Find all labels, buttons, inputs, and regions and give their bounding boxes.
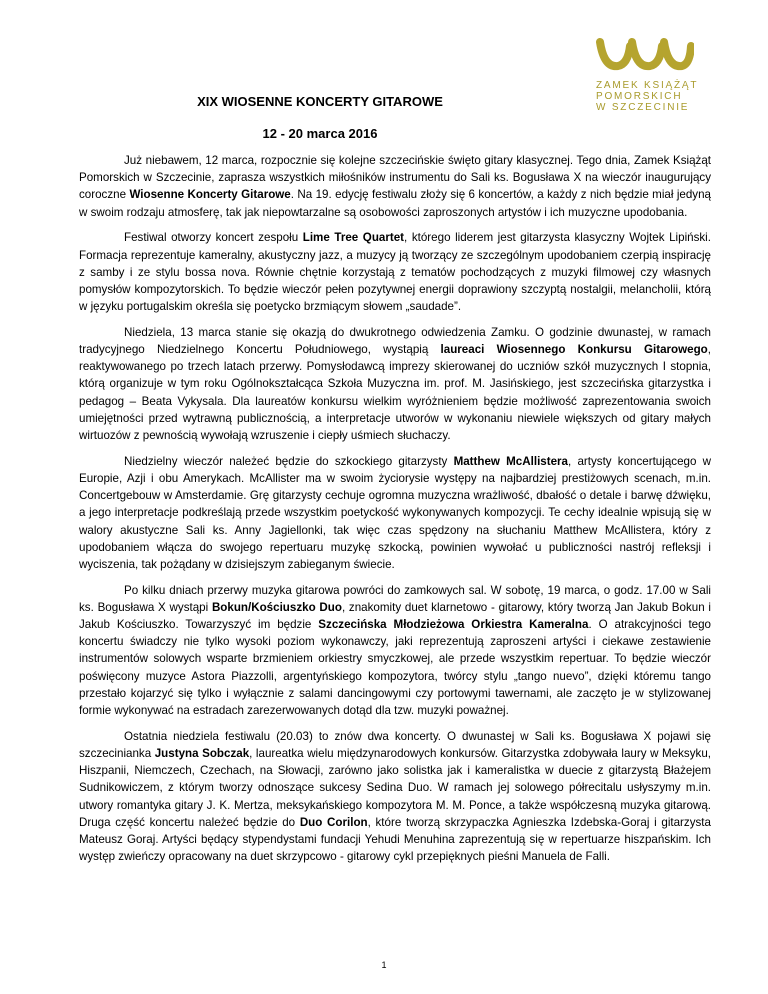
paragraph — [79, 728, 711, 866]
wave-logo-icon — [596, 36, 694, 74]
paragraph — [79, 582, 711, 720]
text-run: . Na 19. edycję festiwalu złoży się 6 koncertów, a każdy z nich będzie miał jedyną w swoim rodzaju atmosferę, tak jak niepowtarzalne są osobowości zaproszonych artystów i ich muzyczne upodobania. — [79, 188, 711, 219]
castle-logo — [596, 36, 699, 113]
paragraph — [79, 453, 711, 573]
bold-text: laureaci Wiosennego Konkursu Gitarowego — [440, 343, 708, 357]
logo-text — [596, 80, 699, 113]
text-run: Już niebawem, 12 marca, rozpocznie się kolejne szczecińskie święto gitary klasycznej. Tego dnia, Zamek Książąt Pomorskich w Szczecinie, zaprasza wszystkich miłośników instrumentu do Sali ks. Bogusława X na wieczór inaugurujący coroczne — [79, 154, 711, 202]
text-run: . O atrakcyjności tego koncertu świadczy nie tylko wysoki poziom wykonawczy, jaki reprezentują zaproszeni artyści i ciekawe zestawienie instrumentów solowych wsparte brzmieniem orkiestry smyczkowej, ale przede wszystkim repertuar. To będzie wieczór poświęcony muzyce Astora Piazzolli, argentyńskiego kompozytora, twórcy stylu „tango nuevo”, dzięki któremu tango przestało kojarzyć się tylko i wyłącznie z salami dancingowymi czy portowymi tawernami, ale zaczęto je w stylizowanej formie wykonywać na estradach zarezerwowanych dotąd dla tzw. muzyki poważnej. — [79, 618, 712, 718]
text-run: Niedziela, 13 marca stanie się okazją do dwukrotnego odwiedzenia Zamku. O godzinie dwunastej, w ramach tradycyjnego Niedzielnego Koncertu Południowego, wystąpią — [79, 325, 711, 357]
bold-text: Wiosenne Koncerty Gitarowe — [129, 188, 291, 202]
text-run: , laureatka wielu międzynarodowych konkursów. Gitarzystka zdobywała laury w Meksyku, Hiszpanii, Niemczech, Czechach, na Słowacji, zarówno jako solistka jak i kameralistka w duecie z gitarzystą Błażejem Sudnikowiczem, z którym tworzy odnoszące sukcesy Sedina Duo. W ramach jej solowego półrecitalu usłyszymy m.in. utwory romantyka gitary J. K. Mertza, meksykańskiego kompozytora M. M. Ponce, a także współczesną muzyka gitarową. Druga część koncertu należeć będzie do — [79, 747, 711, 829]
bold-text: Bokun/Kościuszko Duo — [211, 600, 342, 614]
page-number: 1 — [381, 960, 387, 970]
bold-text: Justyna Sobczak — [154, 747, 250, 760]
festival-dates: 12 - 20 marca 2016 — [262, 126, 378, 141]
bold-text: Matthew McAllistera — [453, 454, 569, 468]
logo-line-3: W SZCZECINIE — [596, 102, 690, 113]
paragraph — [79, 324, 711, 444]
text-run: Festiwal otworzy koncert zespołu — [124, 231, 303, 245]
text-run: Ostatnia niedziela festiwalu (20.03) to znów dwa koncerty. O dwunastej w Sali ks. Bogusława X pojawi się szczecinianka — [79, 729, 711, 760]
text-run: , znakomity duet klarnetowo - gitarowy, który tworzą Jan Jakub Bokun i Jakub Kościuszko. Towarzyszyć im będzie — [79, 600, 712, 632]
text-run: , które tworzą skrzypaczka Agnieszka Izdebska-Goraj i gitarzysta Mateusz Goraj. Artyści będący stypendystami fundacji Yehudi Menuhina zaprezentują się w repertuarze hiszpańskim. Ich występ zwieńczy opracowany na duet skrzypcowo - gitarowy cykl przepięknych pieśni Manuela de Falli. — [79, 815, 711, 864]
text-run: , artysty koncertującego w Europie, Azji i obu Amerykach. McAllister ma w swoim życiorysie występy na najbardziej prestiżowych scenach, m.in. Concertgebouw w Amsterdamie. Grę gitarzysty cechuje ogromna muzyczna wrażliwość, dbałość o detale i barwę dźwięku, a jego interpretacje podkreślają przede wszystkim poetyckość wykonywanych kompozycji. Te cechy idealnie wpisują się w walory akustyczne Sali ks. Anny Jagiellonki, tak więc czas spędzony na słuchaniu Matthew McAllistera, który z upodobaniem włącza do swojego repertuaru muzykę szkocką, powinien wywołać u publiczności nastrój refleksji i wyciszenia, tak pożądany w dzisiejszym zabieganym świecie. — [79, 454, 711, 571]
paragraph — [79, 152, 711, 221]
logo-line-2: POMORSKICH — [596, 91, 683, 102]
paragraph — [79, 229, 711, 315]
bold-text: Szczecińska Młodzieżowa Orkiestra Kameralna — [318, 618, 589, 632]
bold-text: Lime Tree Quartet — [302, 231, 405, 245]
bold-text: Duo Corilon — [299, 815, 368, 829]
text-run: Niedzielny wieczór należeć będzie do szkockiego gitarzysty — [124, 454, 454, 468]
text-run: , którego liderem jest gitarzysta klasyczny Wojtek Lipiński. Formacja reprezentuje kameralny, akustyczny jazz, a muzycy ją tworzący ze szczególnym upodobaniem czerpią inspirację z samby i ze stylu bossa nova. Równie chętnie korzystają z tematów pochodzących z muzyki filmowej czy własnych pomysłów kompozytorskich. To będzie wieczór pełen pozytywnej energii doprawiony szczyptą nostalgii, melancholii, którą w języku portugalskim określa się poetycko brzmiącym słowem „saudade”. — [79, 231, 711, 314]
text-run: , reaktywowanego po trzech latach przerwy. Pomysłodawcą imprezy skierowanej do uczniów szkół muzycznych I stopnia, którą organizuje w tym roku Ogólnokształcąca Szkoła Muzyczna im. prof. M. Jasińskiego, jest szczecińska gitarzystka i pedagog – Beata Vykysala. Dla laureatów konkursu wielkim wyróżnieniem będzie możliwość zaprezentowania swoich umiejętności przed wytrawną publicznością, a interpretacje utworów w wykonaniu niewiele większych od gitary małych wirtuozów z pewnością wywołają wzruszenie i ciepły uśmiech słuchaczy. — [79, 343, 711, 443]
text-run: Po kilku dniach przerwy muzyka gitarowa powróci do zamkowych sal. W sobotę, 19 marca, o godz. 17.00 w Sali ks. Bogusława X wystąpi — [79, 583, 711, 614]
document-title: XIX WIOSENNE KONCERTY GITAROWE — [197, 94, 443, 109]
logo-line-1: ZAMEK KSIĄŻĄT — [596, 80, 699, 91]
article-body — [79, 152, 711, 874]
